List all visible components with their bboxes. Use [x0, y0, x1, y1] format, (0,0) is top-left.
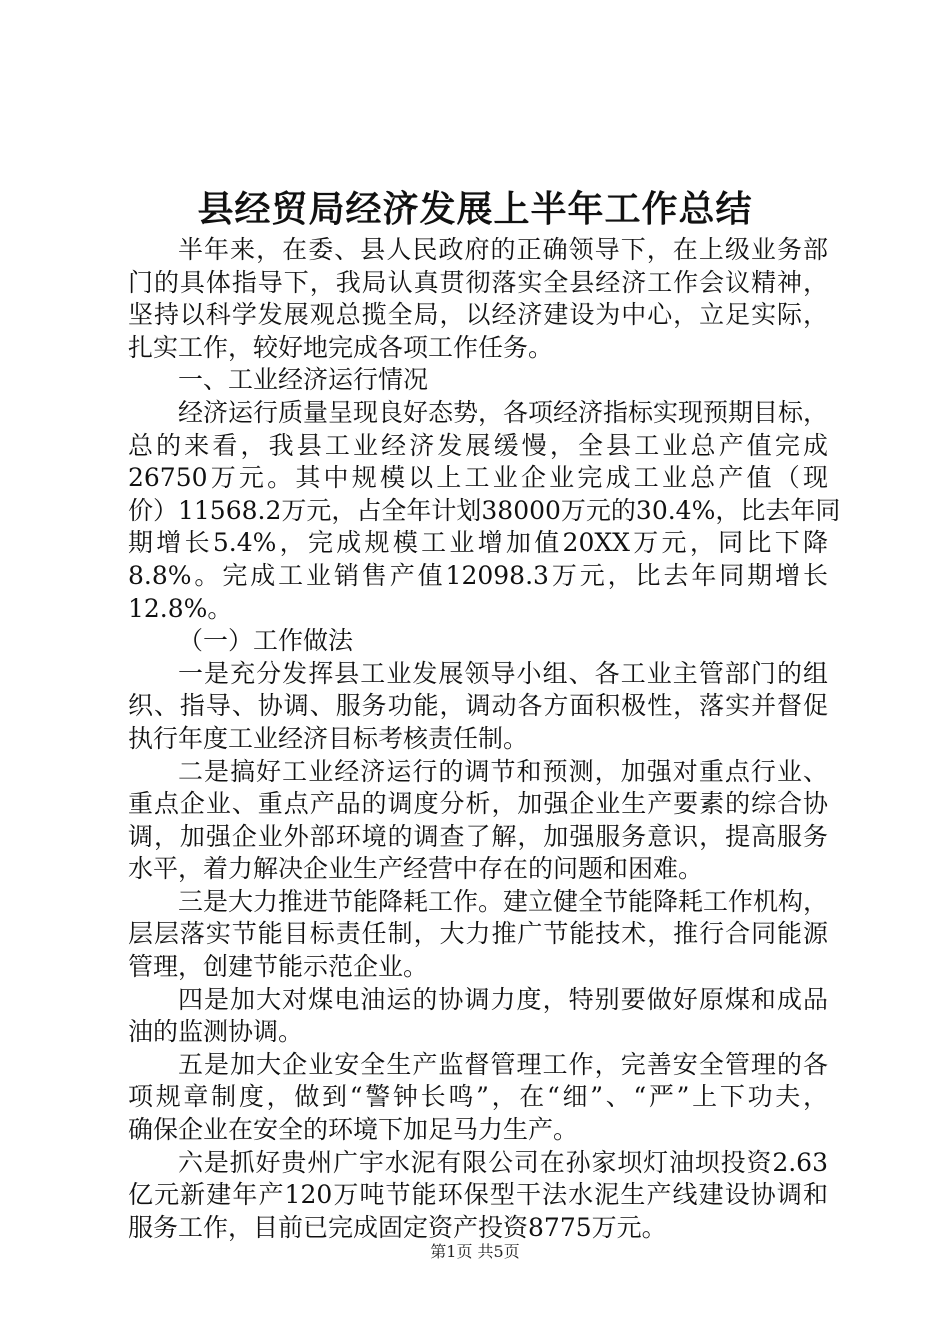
text-line: 管理，创建节能示范企业。	[128, 952, 429, 982]
text-line: 确保企业在安全的环境下加足马力生产。	[128, 1115, 579, 1145]
text-line: 12.8%。	[128, 593, 233, 623]
text-line: 26750万元。其中规模以上工业企业完成工业总产值（现	[128, 463, 828, 493]
text-line: 四是加大对煤电油运的协调力度，特别要做好原煤和成品	[178, 984, 828, 1014]
body-paragraph	[128, 234, 828, 364]
text-line: 织、指导、协调、服务功能，调动各方面积极性，落实并督促	[128, 691, 828, 721]
text-line: 8.8%。完成工业销售产值12098.3万元，比去年同期增长	[128, 560, 828, 590]
body-paragraph	[128, 397, 841, 625]
text-line: 调，加强企业外部环境的调查了解，加强服务意识，提高服务	[128, 821, 828, 851]
text-line: 价）11568.2万元，占全年计划38000万元的30.4%，比去年同	[128, 495, 841, 525]
text-line: 重点企业、重点产品的调度分析，加强企业生产要素的综合协	[128, 789, 828, 819]
page-footer: 第1页 共5页	[430, 1242, 520, 1261]
text-line: 一、工业经济运行情况	[178, 365, 429, 395]
body-paragraph	[128, 756, 828, 886]
text-line: 层层落实节能目标责任制，大力推广节能技术，推行合同能源	[128, 919, 828, 949]
text-line: 水平，着力解决企业生产经营中存在的问题和困难。	[128, 854, 704, 884]
text-line: 一是充分发挥县工业发展领导小组、各工业主管部门的组	[178, 658, 828, 688]
text-line: 经济运行质量呈现良好态势，各项经济指标实现预期目标，	[178, 397, 829, 427]
text-line: 坚持以科学发展观总揽全局，以经济建设为中心，立足实际，	[128, 300, 828, 330]
document-title: 县经贸局经济发展上半年工作总结	[197, 188, 753, 230]
text-line: 三是大力推进节能降耗工作。建立健全节能降耗工作机构，	[178, 886, 829, 916]
text-line: 总的来看，我县工业经济发展缓慢，全县工业总产值完成	[128, 430, 828, 460]
body-paragraph	[128, 658, 828, 756]
section-heading	[128, 625, 828, 658]
text-line: 服务工作，目前已完成固定资产投资8775万元。	[128, 1212, 667, 1242]
text-line: 亿元新建年产120万吨节能环保型干法水泥生产线建设协调和	[128, 1180, 828, 1210]
document-body	[128, 234, 841, 1244]
text-line: 项规章制度，做到“警钟长鸣”，在“细”、“严”上下功夫，	[128, 1082, 828, 1112]
text-line: 执行年度工业经济目标考核责任制。	[128, 723, 529, 753]
text-line: 门的具体指导下，我局认真贯彻落实全县经济工作会议精神，	[128, 267, 828, 297]
body-paragraph	[128, 984, 828, 1049]
text-line: 六是抓好贵州广宇水泥有限公司在孙家坝灯油坝投资2.63	[178, 1147, 828, 1177]
text-line: 期增长5.4%，完成规模工业增加值20XX万元，同比下降	[128, 528, 828, 558]
text-line: （一）工作做法	[178, 626, 354, 656]
body-paragraph	[128, 1147, 828, 1245]
text-line: 扎实工作，较好地完成各项工作任务。	[128, 332, 554, 362]
body-paragraph	[128, 886, 828, 984]
text-line: 二是搞好工业经济运行的调节和预测，加强对重点行业、	[178, 756, 828, 786]
text-line: 油的监测协调。	[128, 1017, 304, 1047]
text-line: 五是加大企业安全生产监督管理工作，完善安全管理的各	[178, 1049, 828, 1079]
body-paragraph	[128, 1049, 828, 1147]
text-line: 半年来，在委、县人民政府的正确领导下，在上级业务部	[178, 235, 828, 264]
section-heading	[128, 364, 828, 397]
